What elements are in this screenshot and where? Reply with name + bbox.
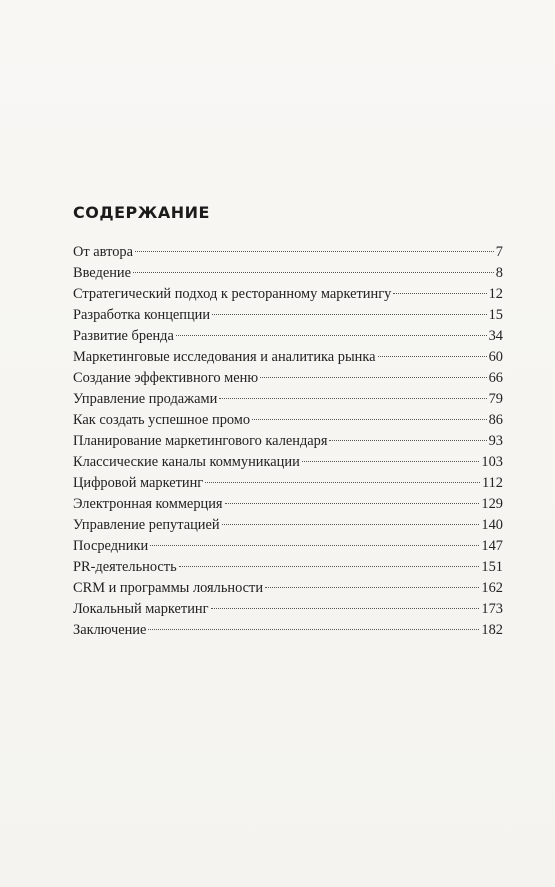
dot-leader — [133, 272, 494, 273]
toc-entry — [73, 431, 503, 452]
dot-leader — [135, 251, 494, 252]
toc-entry-page: 34 — [488, 328, 503, 344]
toc-entry-title: Как создать успешное промо — [73, 412, 251, 428]
toc-entry-title: Маркетинговые исследования и аналитика рынка — [73, 349, 376, 365]
toc-entry-title: Разработка концепции — [73, 307, 211, 323]
toc-entry-page: 86 — [488, 412, 503, 428]
toc-entry-title: Управление репутацией — [73, 517, 220, 533]
toc-entry-title: Заключение — [73, 622, 147, 638]
toc-entry-page: 103 — [481, 454, 503, 470]
toc-entry — [73, 536, 503, 557]
toc-entry — [73, 515, 503, 536]
toc-heading: СОДЕРЖАНИЕ — [73, 203, 210, 222]
dot-leader — [393, 293, 486, 294]
toc-entry — [73, 284, 503, 305]
toc-entry — [73, 452, 503, 473]
toc-entry — [73, 263, 503, 284]
toc-entry-page: 66 — [488, 370, 503, 386]
toc-entry-page: 151 — [481, 559, 503, 575]
dot-leader — [265, 587, 479, 588]
toc-entry — [73, 599, 503, 620]
toc-entry-title: Стратегический подход к ресторанному маркетингу — [73, 286, 392, 302]
toc-entry-title: Цифровой маркетинг — [73, 475, 204, 491]
toc-entry-title: Электронная коммерция — [73, 496, 223, 512]
toc-entry — [73, 368, 503, 389]
toc-entry — [73, 305, 503, 326]
dot-leader — [176, 335, 487, 336]
dot-leader — [205, 482, 480, 483]
toc-entry-page: 173 — [481, 601, 503, 617]
toc-entry-title: Введение — [73, 265, 132, 281]
toc-entry-page: 162 — [481, 580, 503, 596]
table-of-contents — [73, 242, 503, 641]
toc-entry-title: PR-деятельность — [73, 559, 177, 575]
toc-entry — [73, 578, 503, 599]
toc-entry-page: 93 — [488, 433, 503, 449]
dot-leader — [222, 524, 480, 525]
toc-entry-page: 79 — [488, 391, 503, 407]
toc-entry — [73, 410, 503, 431]
toc-entry-title: Классические каналы коммуникации — [73, 454, 300, 470]
dot-leader — [148, 629, 479, 630]
toc-entry-title: Планирование маркетингового календаря — [73, 433, 328, 449]
dot-leader — [260, 377, 486, 378]
dot-leader — [150, 545, 479, 546]
toc-entry — [73, 242, 503, 263]
dot-leader — [302, 461, 480, 462]
dot-leader — [225, 503, 480, 504]
toc-entry-title: Посредники — [73, 538, 149, 554]
toc-entry-title: Локальный маркетинг — [73, 601, 209, 617]
toc-entry-page: 112 — [481, 475, 503, 491]
toc-entry-page: 60 — [488, 349, 503, 365]
toc-entry-page: 7 — [495, 244, 503, 260]
toc-entry-page: 147 — [481, 538, 503, 554]
toc-entry — [73, 389, 503, 410]
toc-entry-title: Создание эффективного меню — [73, 370, 259, 386]
dot-leader — [211, 608, 480, 609]
toc-entry — [73, 326, 503, 347]
toc-entry-page: 15 — [488, 307, 503, 323]
toc-entry-page: 8 — [495, 265, 503, 281]
dot-leader — [212, 314, 487, 315]
dot-leader — [329, 440, 486, 441]
dot-leader — [378, 356, 487, 357]
dot-leader — [219, 398, 486, 399]
toc-entry-page: 129 — [481, 496, 503, 512]
toc-entry — [73, 620, 503, 641]
toc-entry-page: 140 — [481, 517, 503, 533]
toc-entry — [73, 347, 503, 368]
dot-leader — [252, 419, 487, 420]
toc-entry-page: 182 — [481, 622, 503, 638]
toc-entry — [73, 494, 503, 515]
toc-entry — [73, 473, 503, 494]
toc-entry — [73, 557, 503, 578]
toc-entry-title: От автора — [73, 244, 133, 260]
toc-entry-title: Управление продажами — [73, 391, 218, 407]
toc-entry-title: Развитие бренда — [73, 328, 174, 344]
toc-entry-title: CRM и программы лояльности — [73, 580, 264, 596]
toc-entry-page: 12 — [488, 286, 503, 302]
dot-leader — [179, 566, 480, 567]
